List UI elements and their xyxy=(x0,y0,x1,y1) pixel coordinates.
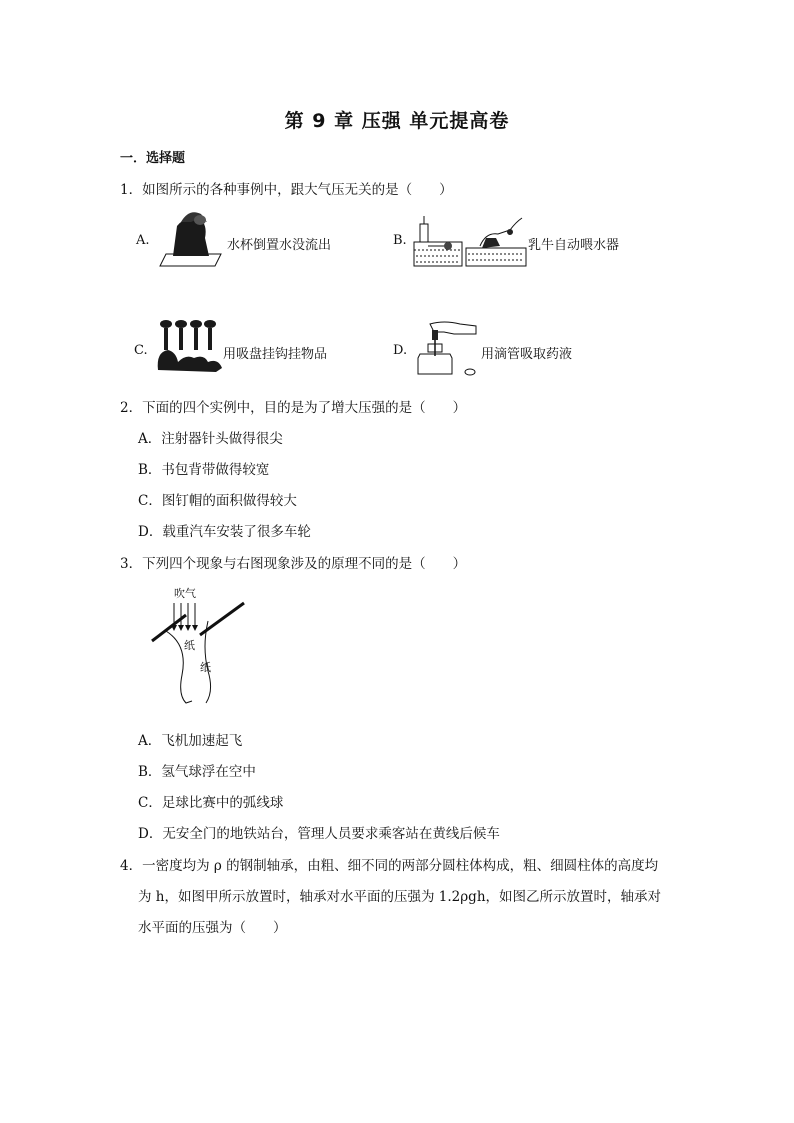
q3-option-b: B．氢气球浮在空中 xyxy=(138,764,256,780)
cow-water-feeder-figure xyxy=(410,212,530,270)
q2-option-c: C．图钉帽的面积做得较大 xyxy=(138,493,297,509)
dropper-bottle-figure xyxy=(414,318,480,380)
paper-label-2: 纸 xyxy=(200,661,211,674)
page-title: 第 9 章 压强 单元提高卷 xyxy=(284,110,510,132)
q2-option-d: D．载重汽车安装了很多车轮 xyxy=(138,524,311,540)
question-4-line-3: 水平面的压强为（ ） xyxy=(138,920,287,936)
q1-option-c-letter: C. xyxy=(134,343,148,358)
section-heading: 一．选择题 xyxy=(120,151,186,166)
blowing-paper-figure xyxy=(148,585,253,705)
q1-option-d-letter: D. xyxy=(393,343,408,358)
inverted-cup-figure xyxy=(155,208,225,270)
q2-option-a: A．注射器针头做得很尖 xyxy=(138,431,283,447)
q1-option-a-caption: 水杯倒置水没流出 xyxy=(227,238,332,253)
paper-label-1: 纸 xyxy=(184,639,195,652)
q1-option-c-caption: 用吸盘挂钩挂物品 xyxy=(223,347,328,362)
question-4-line-2: 为 h，如图甲所示放置时，轴承对水平面的压强为 1.2ρgh，如图乙所示放置时，轴承对 xyxy=(138,889,662,905)
q2-option-b: B．书包背带做得较宽 xyxy=(138,462,270,478)
q1-option-b-caption: 乳牛自动喂水器 xyxy=(528,238,620,253)
q3-option-c: C．足球比赛中的弧线球 xyxy=(138,795,284,811)
q1-option-d-caption: 用滴管吸取药液 xyxy=(481,347,573,362)
question-4-line-1: 4．一密度均为 ρ 的钢制轴承，由粗、细不同的两部分圆柱体构成，粗、细圆柱体的高度均 xyxy=(120,858,659,874)
q1-option-b-letter: B. xyxy=(393,233,407,248)
suction-hooks-figure xyxy=(156,318,226,374)
q3-option-d: D．无安全门的地铁站台，管理人员要求乘客站在黄线后候车 xyxy=(138,826,500,842)
blow-label: 吹气 xyxy=(174,587,196,600)
q1-option-a-letter: A. xyxy=(136,233,150,248)
question-1-stem: 1．如图所示的各种事例中，跟大气压无关的是（ ） xyxy=(120,182,453,198)
question-2-stem: 2．下面的四个实例中，目的是为了增大压强的是（ ） xyxy=(120,400,467,416)
question-3-stem: 3．下列四个现象与右图现象涉及的原理不同的是（ ） xyxy=(120,556,467,572)
q3-option-a: A．飞机加速起飞 xyxy=(138,733,243,749)
